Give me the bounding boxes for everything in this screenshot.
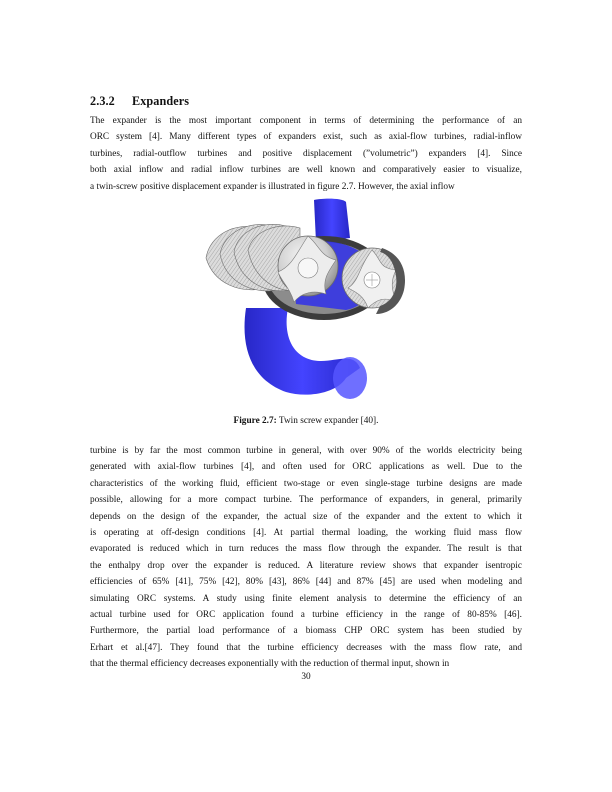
text-line: The expander is the most important component in terms of determining the performance of an bbox=[90, 116, 522, 126]
text-line: Furthermore, the partial load performance of a biomass CHP ORC system has been studied by bbox=[90, 626, 522, 637]
section-heading bbox=[90, 94, 189, 109]
figure-twin-screw-expander bbox=[196, 198, 422, 406]
text-line: evaporated is reduced which in turn reduces the mass flow through the expander. The result is that bbox=[90, 544, 522, 555]
outlet-pipe bbox=[314, 199, 350, 242]
figure-label: Figure 2.7: bbox=[233, 416, 277, 426]
text-line: possible, allowing for a more compact turbine. The performance of expanders, in general, primarily bbox=[90, 495, 522, 506]
text-line: characteristics of the working fluid, efficient two-stage or even single-stage turbine designs are made bbox=[90, 478, 522, 489]
paragraph-turbines bbox=[90, 443, 522, 673]
text-line: Erhart et al.[47]. They found that the turbine efficiency decreases with the mass flow rate, and bbox=[90, 642, 522, 653]
text-line: depends on the design of the expander, the actual size of the expander and the extent to which it bbox=[90, 511, 522, 522]
text-line: turbine is by far the most common turbine in general, with over 90% of the worlds electricity being bbox=[90, 446, 522, 456]
section-number: 2.3.2 bbox=[90, 94, 115, 108]
text-line: actual turbine used for ORC application found a turbine efficiency in the range of 80-85% [46]. bbox=[90, 610, 522, 621]
paragraph-intro bbox=[90, 113, 522, 195]
text-line: the enthalpy drop over the expander is reduced. A literature review shows that expander isentropic bbox=[90, 560, 522, 571]
figure-caption-text: Twin screw expander [40]. bbox=[278, 416, 379, 426]
twin-screw-expander-illustration bbox=[196, 198, 422, 406]
text-line: generated with axial-flow turbines [4], and often used for ORC applications as well. Due to the bbox=[90, 462, 522, 473]
text-line: is operating at off-design conditions [4]. At partial thermal loading, the working fluid mass flow bbox=[90, 528, 522, 539]
text-line: turbines, radial-outflow turbines and positive displacement (”volumetric”) expanders [4]. Since bbox=[90, 148, 522, 159]
inlet-pipe-opening bbox=[333, 357, 367, 399]
text-line: efficiencies of 65% [41], 75% [42], 80% [43], 86% [44] and 87% [45] are used when modeling and bbox=[90, 577, 522, 588]
text-line: ORC system [4]. Many different types of expanders exist, such as axial-flow turbines, radial-inflow bbox=[90, 132, 522, 143]
figure-caption bbox=[0, 416, 612, 426]
text-line: a twin-screw positive displacement expander is illustrated in figure 2.7. However, the axial inflow bbox=[90, 181, 455, 192]
text-line: that the thermal efficiency decreases exponentially with the reduction of thermal input, shown in bbox=[90, 659, 450, 670]
page-number: 30 bbox=[301, 672, 311, 682]
text-line: both axial inflow and radial inflow turbines are well known and comparatively easier to visualize, bbox=[90, 165, 522, 176]
text-line: simulating ORC systems. A study using finite element analysis to determine the efficiency of an bbox=[90, 593, 522, 604]
section-title: Expanders bbox=[132, 94, 190, 108]
